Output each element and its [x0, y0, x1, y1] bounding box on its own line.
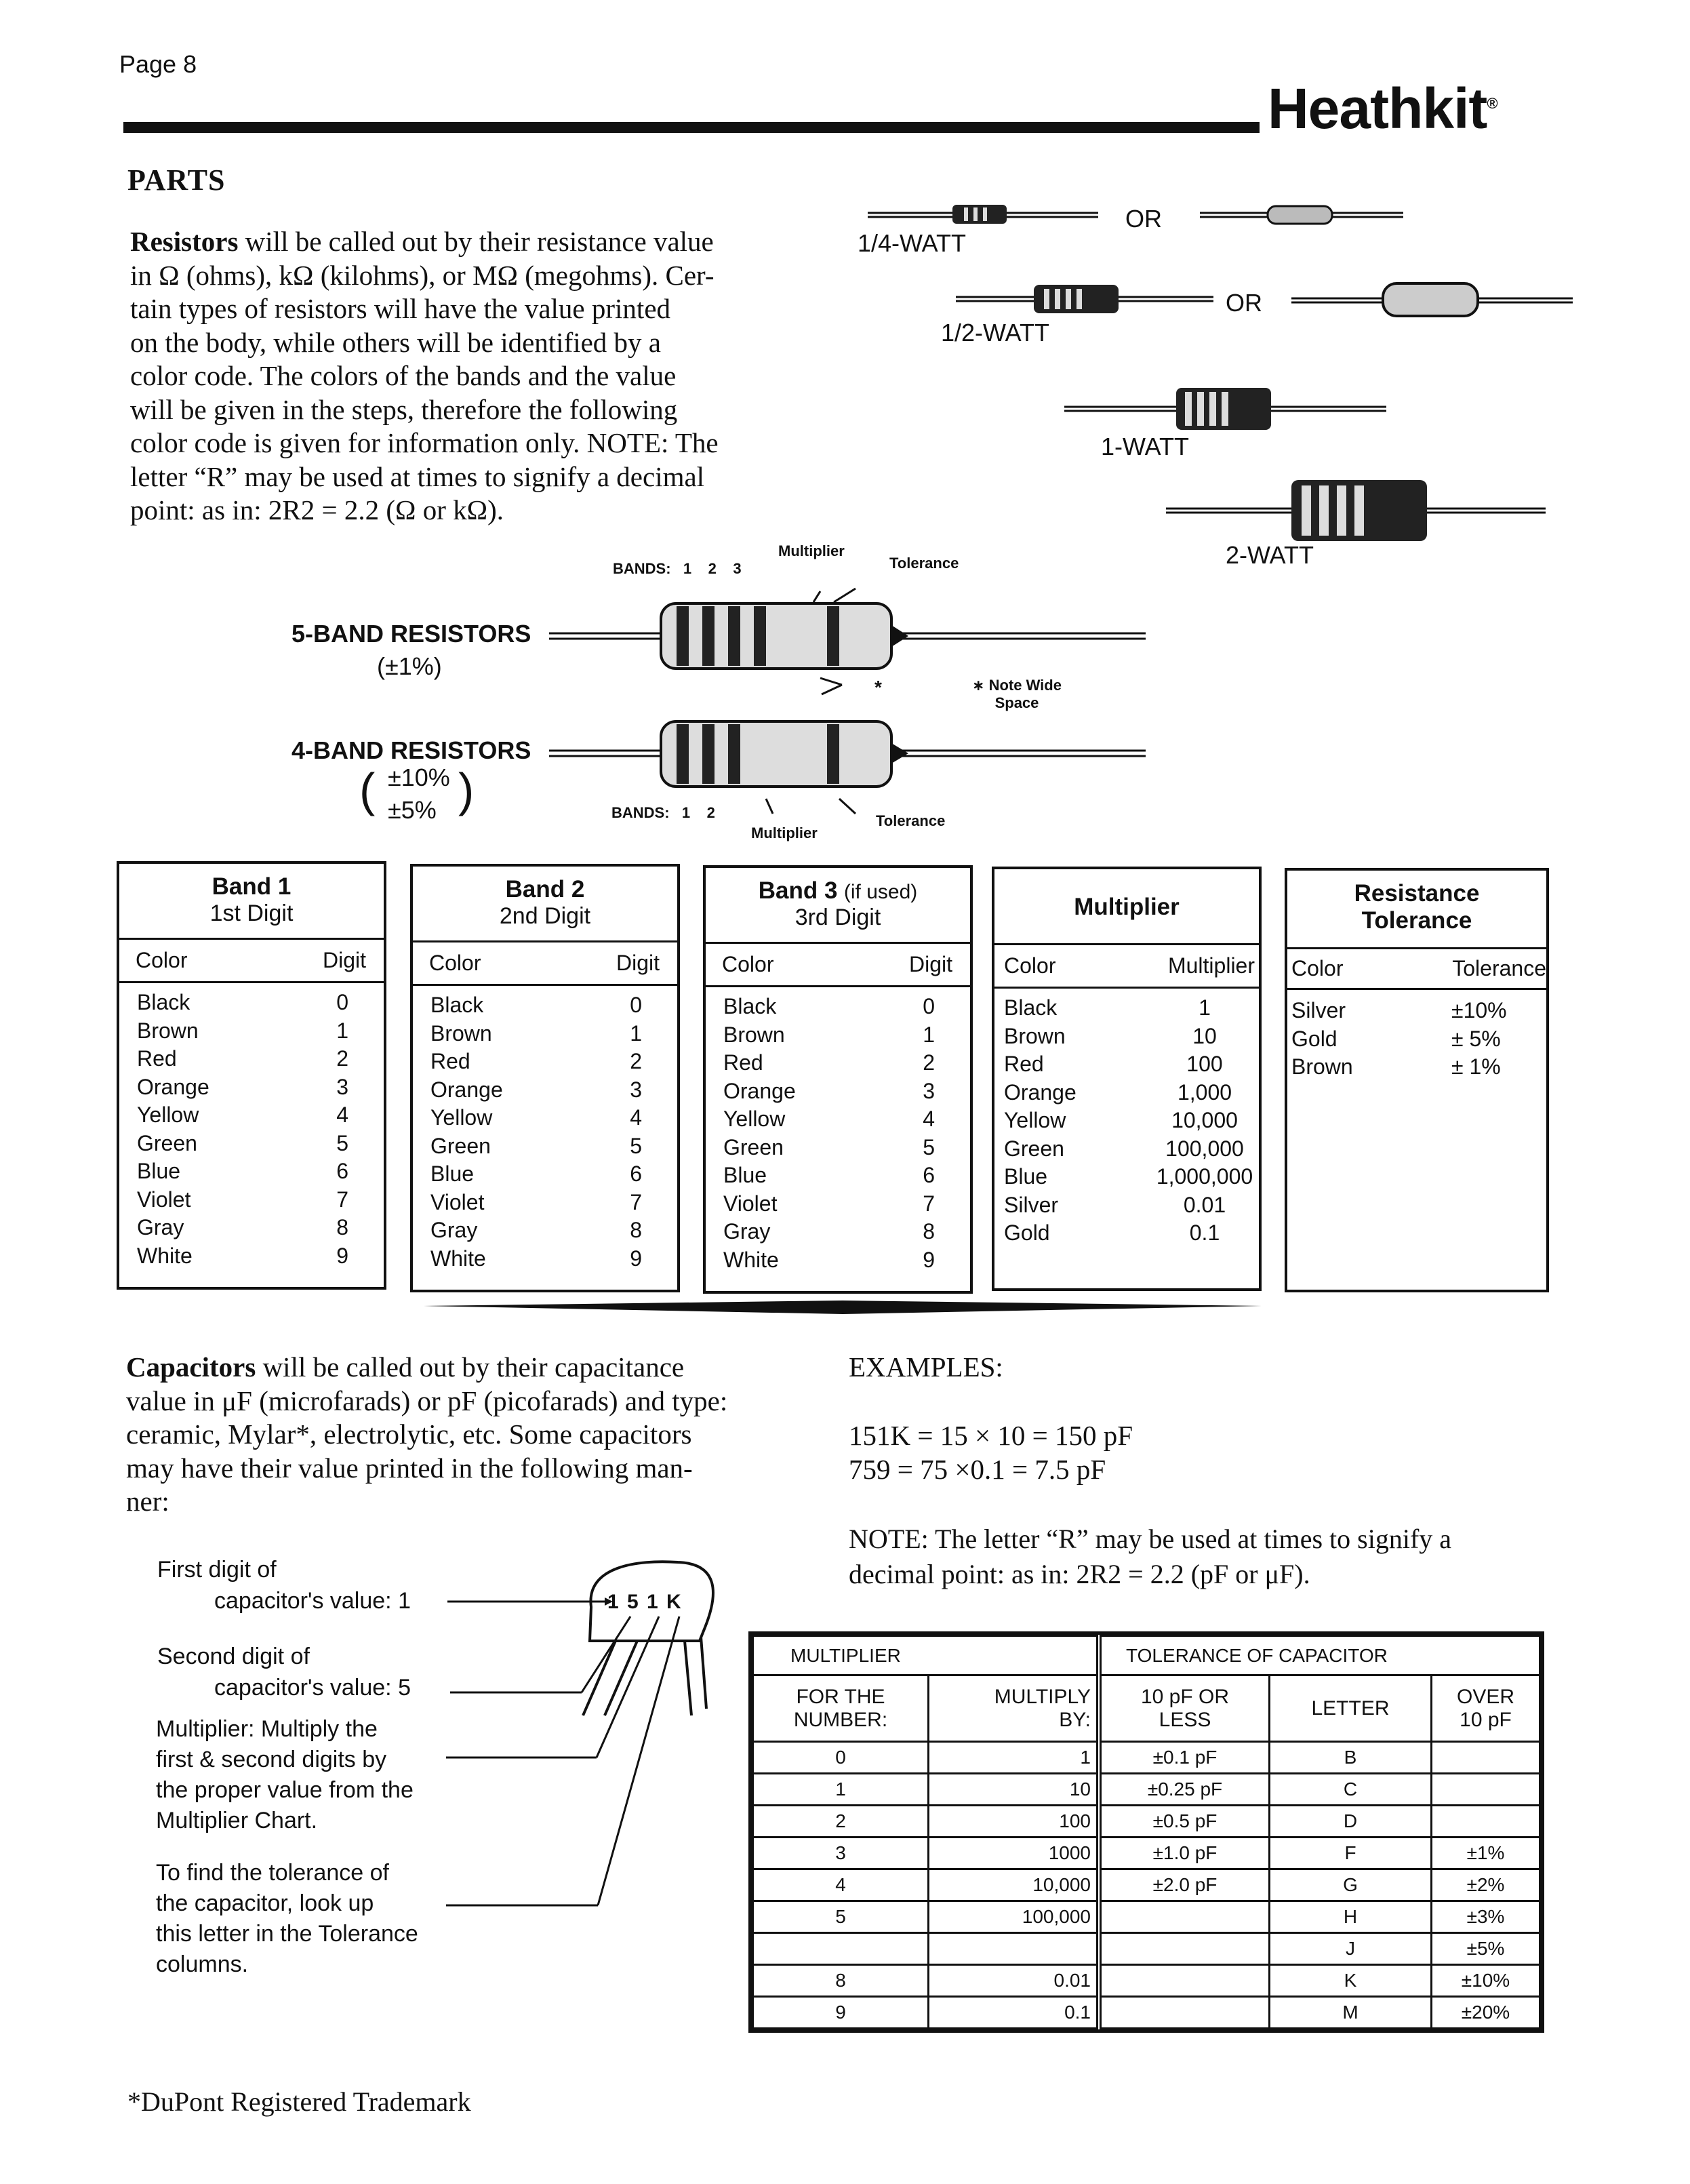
- table-row: Silver 0.01: [1004, 1192, 1226, 1217]
- table-row: Green 5: [430, 1133, 642, 1158]
- table-row: Red 2: [430, 1049, 642, 1073]
- section-divider: [424, 1301, 1262, 1317]
- table-row: Green 5: [137, 1130, 348, 1155]
- band3-table: Band 3 (if used) 3rd Digit Color Digit Black 0 Brown 1 Red 2 Orange 3 Yellow 4 Green 5 Blue 6 Violet 7 Gray 8 White 9: [703, 865, 973, 1294]
- table-row: Brown 1: [430, 1020, 642, 1046]
- table-row: Silver ±10%: [1291, 998, 1507, 1022]
- band2-subtitle: 2nd Digit: [499, 903, 591, 929]
- cap-table-for-number-header: FOR THE NUMBER:: [753, 1675, 929, 1742]
- capacitor-note: NOTE: The letter “R” may be used at times to signify a decimal point: as in: 2R2 = 2.2 (pF or μF).: [849, 1524, 1452, 1589]
- table-row: Violet 7: [137, 1187, 348, 1212]
- table-row: Orange 3: [137, 1074, 348, 1099]
- five-band-tolerance: (±1%): [377, 652, 442, 680]
- band1-rows: [119, 983, 384, 1270]
- table-row: Gold ± 5%: [1291, 1026, 1501, 1051]
- table-row: Brown 10: [1004, 1023, 1217, 1048]
- table-row: White 9: [723, 1247, 935, 1272]
- or-label-2: OR: [1226, 289, 1262, 317]
- cap-table-tolerance-header: TOLERANCE OF CAPACITOR: [1099, 1636, 1540, 1675]
- tolerance-explanation: To find the tolerance of the capacitor, look up this letter in the Tolerance columns.: [156, 1860, 418, 1977]
- band1-subtitle: 1st Digit: [209, 900, 294, 926]
- resistors-paragraph: Resistors will be called out by their resistance value in Ω (ohms), kΩ (kilohms), or MΩ (megohms). Cer- tain types of resistors will have the value printed on the body, while others will be identified by a color code. The colors of the bands and the value will be given in the steps, therefore the following color code is given for information only. NOTE: The letter “R” may be used at times to signify a decimal point: as in: 2R2 = 2.2 (Ω or kΩ).: [130, 226, 719, 525]
- band-resistors-illustration: [542, 583, 1152, 841]
- table-row: 8 0.01 K ±10%: [753, 1965, 1540, 1997]
- quarter-watt-label: 1/4-WATT: [858, 229, 966, 257]
- table-row: White 9: [430, 1246, 642, 1271]
- four-band-bands-label: BANDS: 1 2: [611, 804, 715, 821]
- four-band-brace-right: ): [458, 763, 475, 816]
- four-band-tol-10: ±10%: [388, 763, 450, 791]
- table-row: 1 10 ±0.25 pF C: [753, 1774, 1540, 1806]
- half-watt-label: 1/2-WATT: [941, 319, 1049, 346]
- tolerance-title: Resistance Tolerance: [1354, 880, 1480, 934]
- table-row: Green 5: [723, 1134, 935, 1159]
- or-label-1: OR: [1125, 205, 1162, 233]
- table-row: Brown ± 1%: [1291, 1054, 1501, 1079]
- table-row: Yellow 10,000: [1004, 1108, 1238, 1132]
- band2-rows: [413, 986, 677, 1273]
- table-row: 9 0.1 M ±20%: [753, 1997, 1540, 2029]
- multiplier-rows: [994, 989, 1259, 1248]
- table-row: Black 0: [137, 990, 348, 1014]
- table-row: Orange 3: [723, 1078, 935, 1103]
- table-row: Brown 1: [137, 1018, 348, 1043]
- cap-table-multiply-by-header: MULTIPLY BY:: [929, 1675, 1100, 1742]
- four-band-tol-5: ±5%: [388, 796, 437, 824]
- table-row: Black 0: [430, 993, 642, 1017]
- table-row: Gray 8: [430, 1218, 642, 1242]
- note-wide-space: ∗ Note Wide Space: [972, 677, 1062, 711]
- two-watt-resistor: [1166, 480, 1546, 541]
- table-row: Blue 6: [430, 1162, 642, 1186]
- band2-table: Band 2 2nd Digit Color Digit Black 0 Brown 1 Red 2 Orange 3 Yellow 4 Green 5 Blue 6 Violet 7 Gray 8 White 9: [410, 864, 680, 1292]
- half-watt-resistor: [956, 283, 1573, 316]
- four-band-multiplier-label: Multiplier: [751, 825, 818, 841]
- capacitor-code-table: [748, 1631, 1544, 2033]
- table-row: Red 2: [723, 1050, 935, 1075]
- tolerance-rows: [1287, 990, 1546, 1081]
- second-digit-label: Second digit of capacitor's value: 5: [157, 1644, 411, 1701]
- band1-title: Band 1: [212, 873, 291, 900]
- capacitor-marking: 1 5 1 K: [607, 1591, 683, 1613]
- five-band-label: 5-BAND RESISTORS: [291, 620, 531, 648]
- five-band-tolerance-label: Tolerance: [889, 555, 959, 572]
- band3-rows: [706, 987, 970, 1274]
- cap-table-10pf-header: 10 pF OR LESS: [1099, 1675, 1270, 1742]
- one-watt-resistor: [1064, 388, 1386, 430]
- table-row: 2 100 ±0.5 pF D: [753, 1806, 1540, 1838]
- table-row: Violet 7: [430, 1189, 642, 1214]
- table-row: 4 10,000 ±2.0 pF G ±2%: [753, 1869, 1540, 1901]
- multiplier-title: Multiplier: [1074, 894, 1180, 920]
- table-row: Green 100,000: [1004, 1136, 1244, 1161]
- table-row: Red 100: [1004, 1052, 1223, 1076]
- cap-table-over-10pf-header: OVER 10 pF: [1432, 1675, 1540, 1742]
- multiplier-table: Multiplier Color Multiplier Black 1 Brown 10 Red 100 Orange 1,000 Yellow 10,000 Green 100,000 Blue 1,000,000 Silver 0.01 Gold 0.1: [992, 867, 1262, 1291]
- capacitors-paragraph: Capacitors will be called out by their capacitance value in μF (microfarads) or pF (picofarads) and type: ceramic, Mylar*, electrolytic, etc. Some capacitors may have their value printed in the following man- ner:: [126, 1351, 728, 1517]
- table-row: 3 1000 ±1.0 pF F ±1%: [753, 1838, 1540, 1869]
- table-row: Black 1: [1004, 995, 1211, 1020]
- brand-logo: Heathkit®: [1268, 77, 1497, 140]
- table-row: Violet 7: [723, 1191, 935, 1216]
- table-row: Gray 8: [137, 1215, 348, 1239]
- wide-space-star: *: [874, 677, 882, 698]
- cap-table-multiplier-header: MULTIPLIER: [753, 1636, 1100, 1675]
- band2-title: Band 2: [505, 876, 585, 902]
- table-row: Orange 1,000: [1004, 1079, 1232, 1105]
- table-row: Gray 8: [723, 1219, 935, 1244]
- section-title: PARTS: [127, 163, 226, 197]
- table-row: Orange 3: [430, 1077, 642, 1102]
- tolerance-table: Resistance Tolerance Color Tolerance Silver ±10% Gold ± 5% Brown ± 1%: [1285, 868, 1549, 1292]
- cap-table-letter-header: LETTER: [1270, 1675, 1432, 1742]
- table-row: Blue 6: [137, 1159, 348, 1183]
- table-row: Yellow 4: [137, 1103, 348, 1127]
- band3-subtitle: 3rd Digit: [794, 905, 881, 930]
- examples-list: 151K = 15 × 10 = 150 pF 759 = 75 ×0.1 = 7.5 pF: [849, 1420, 1133, 1485]
- table-row: Blue 6: [723, 1163, 935, 1187]
- table-row: Gold 0.1: [1004, 1220, 1220, 1245]
- footnote: *DuPont Registered Trademark: [127, 2086, 471, 2117]
- table-row: Red 2: [137, 1046, 348, 1071]
- five-band-bands-label: BANDS: 1 2 3: [613, 560, 742, 577]
- band3-title: Band 3: [758, 877, 838, 904]
- examples-title: EXAMPLES:: [849, 1351, 1003, 1383]
- table-row: Yellow 4: [430, 1105, 642, 1130]
- header-rule: [123, 122, 1260, 133]
- table-row: Blue 1,000,000: [1004, 1164, 1253, 1189]
- page-number: Page 8: [119, 50, 197, 78]
- table-row: J ±5%: [753, 1933, 1540, 1965]
- table-row: Yellow 4: [723, 1107, 935, 1131]
- table-row: 0 1 ±0.1 pF B: [753, 1742, 1540, 1774]
- two-watt-label: 2-WATT: [1226, 541, 1314, 569]
- four-band-label: 4-BAND RESISTORS: [291, 736, 531, 764]
- band1-table: Band 1 1st Digit Color Digit Black 0 Brown 1 Red 2 Orange 3 Yellow 4 Green 5 Blue 6 Violet 7 Gray 8 White 9: [117, 861, 386, 1290]
- table-row: 5 100,000 H ±3%: [753, 1901, 1540, 1933]
- first-digit-label: First digit of capacitor's value: 1: [157, 1557, 411, 1614]
- four-band-tolerance-label: Tolerance: [876, 812, 946, 829]
- table-row: Brown 1: [723, 1022, 935, 1047]
- four-band-brace-left: (: [359, 763, 376, 816]
- one-watt-label: 1-WATT: [1101, 433, 1189, 460]
- multiplier-explanation: Multiplier: Multiply the first & second digits by the proper value from the Multiplier Chart.: [156, 1716, 414, 1833]
- five-band-multiplier-label: Multiplier: [778, 542, 845, 559]
- table-row: Black 0: [723, 994, 935, 1018]
- table-row: White 9: [137, 1243, 348, 1268]
